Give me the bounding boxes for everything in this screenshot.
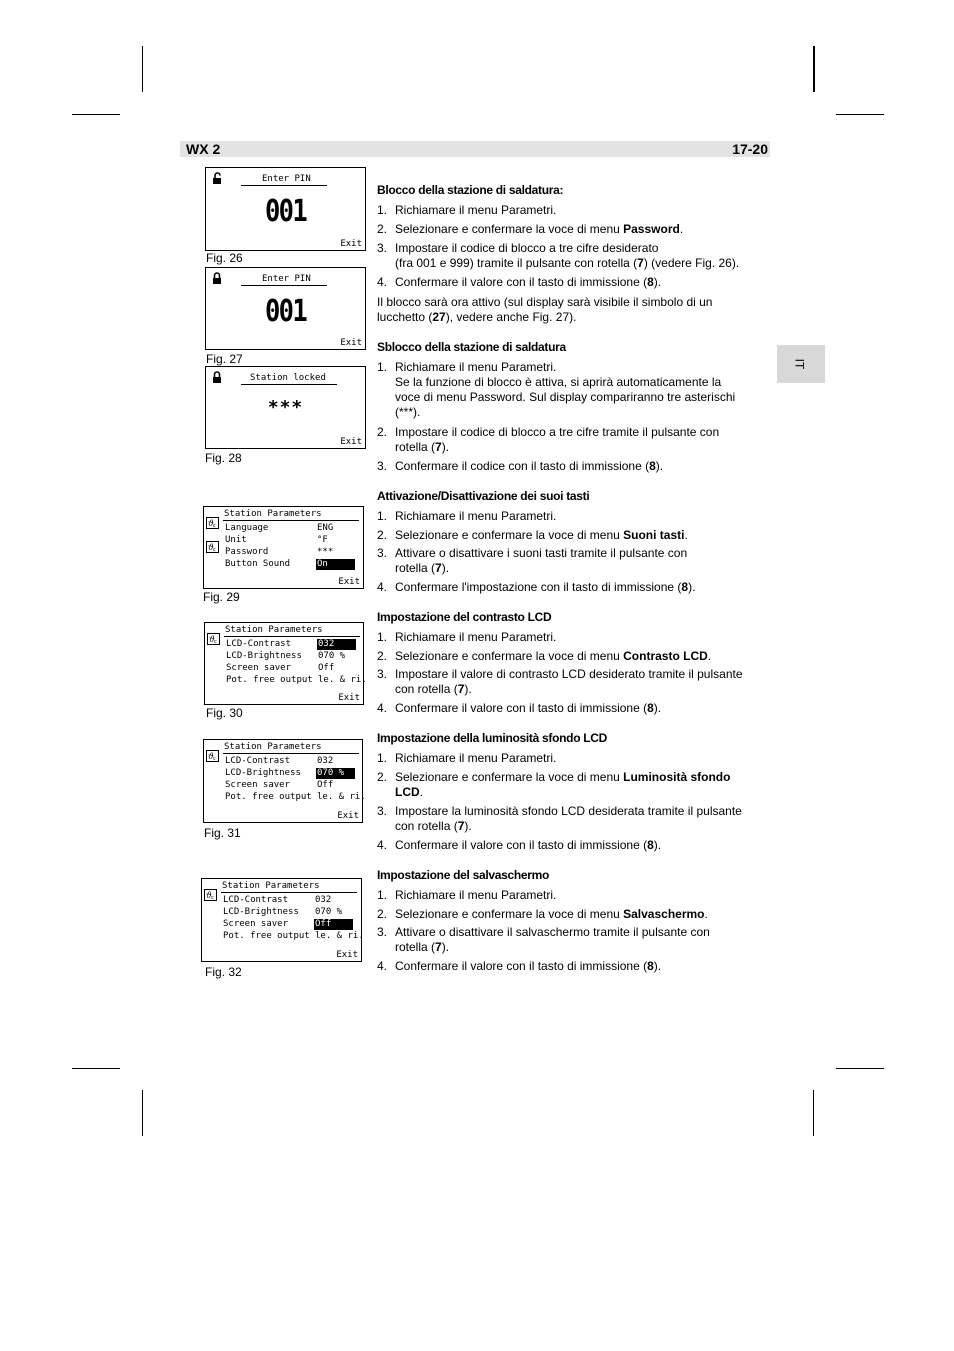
section-heading: Impostazione del contrasto LCD	[377, 610, 552, 624]
list-number: 3.	[377, 546, 388, 560]
key-ref: 8	[649, 459, 656, 473]
param-value-selected: Off	[314, 919, 353, 930]
param-value: le. & ri.	[315, 931, 364, 941]
key-ref: 8	[647, 838, 654, 852]
paragraph-text: Il blocco sarà ora attivo (sul display sarà visibile il simbolo di un	[377, 295, 713, 309]
param-label: Language	[225, 523, 269, 533]
lock-closed-icon	[212, 371, 222, 384]
exit-label: Exit	[340, 437, 362, 447]
param-label: LCD-Contrast	[226, 639, 292, 649]
list-text: Richiamare il menu Parametri.	[395, 509, 557, 523]
lcd-title: Station Parameters	[224, 509, 322, 519]
lock-closed-icon	[212, 272, 222, 285]
list-text: Impostare il valore di contrasto LCD desiderato tramite il pulsante	[395, 667, 743, 681]
lcd-fig32	[201, 878, 362, 962]
list-text: Confermare l'impostazione con il tasto di immissione (	[395, 580, 682, 594]
list-text: Selezionare e confermare la voce di menu	[395, 770, 624, 784]
fig-caption: Fig. 32	[205, 965, 242, 979]
paragraph	[377, 295, 769, 325]
param-label: Password	[225, 547, 269, 557]
menu-item-ref: Password	[623, 222, 680, 236]
list-text: Confermare il valore con il tasto di immissione (	[395, 959, 648, 973]
list-number: 3.	[377, 804, 388, 818]
list-number: 3.	[377, 667, 388, 681]
param-value: le. & ri.	[318, 675, 367, 685]
list-text: Selezionare e confermare la voce di menu	[395, 528, 624, 542]
lcd-title: Station Parameters	[224, 742, 322, 752]
svg-text:ϑ: ϑ	[206, 891, 212, 900]
list-text: Impostare la luminosità sfondo LCD desiderata tramite il pulsante	[395, 804, 742, 818]
menu-item-ref: Luminosità sfondo	[623, 770, 731, 784]
header-page-number: 17-20	[732, 141, 768, 157]
list-number: 4.	[377, 838, 388, 852]
list-number: 4.	[377, 580, 388, 594]
svg-text:c: c	[213, 756, 216, 762]
exit-label: Exit	[338, 693, 360, 703]
menu-item-ref: LCD	[395, 785, 420, 799]
list-number: 1.	[377, 888, 388, 902]
list-number: 4.	[377, 959, 388, 973]
param-label: Unit	[225, 535, 247, 545]
key-ref: 8	[647, 959, 654, 973]
list-text: Richiamare il menu Parametri.	[395, 360, 557, 374]
param-label: Screen saver	[223, 919, 289, 929]
divider	[224, 636, 360, 637]
param-value: Off	[318, 663, 335, 673]
svg-text:c: c	[211, 895, 214, 901]
list-text: Impostare il codice di blocco a tre cifre desiderato	[395, 241, 659, 255]
solder-tip-icon	[204, 889, 217, 901]
key-ref: 7	[435, 940, 442, 954]
list-number: 1.	[377, 630, 388, 644]
param-label: Pot. free output	[223, 931, 310, 941]
list-number: 1.	[377, 751, 388, 765]
crop-mark	[142, 46, 143, 92]
list-text: Selezionare e confermare la voce di menu	[395, 222, 624, 236]
list-text: Confermare il valore con il tasto di immissione (	[395, 838, 648, 852]
solder-tip-icon	[206, 750, 219, 762]
param-label: Pot. free output	[225, 792, 312, 802]
param-label: LCD-Brightness	[226, 651, 302, 661]
menu-item-ref: Salvaschermo	[623, 907, 705, 921]
param-value-selected: 032	[317, 639, 356, 650]
list-text: .	[707, 649, 712, 663]
list-text: Selezionare e confermare la voce di menu	[395, 907, 624, 921]
lock-open-icon	[212, 172, 222, 185]
param-label: Button Sound	[225, 559, 291, 569]
list-text: ).	[655, 459, 664, 473]
param-value-selected: 070 %	[316, 768, 355, 779]
section-heading: Sblocco della stazione di saldatura	[377, 340, 566, 354]
paragraph-text: ), vedere anche Fig. 27).	[445, 310, 577, 324]
lcd-fig31	[203, 739, 366, 823]
pin-masked: ***	[267, 397, 304, 418]
list-text: con rotella (	[395, 682, 458, 696]
list-text: .	[704, 907, 708, 921]
svg-text:ϑ: ϑ	[209, 635, 215, 644]
list-text: ).	[441, 940, 450, 954]
list-text: Confermare il valore con il tasto di immissione (	[395, 701, 648, 715]
list-number: 3.	[377, 241, 388, 255]
crop-mark	[142, 1090, 143, 1136]
divider	[223, 753, 359, 754]
list-text: ).	[464, 682, 472, 696]
svg-text:ϑ: ϑ	[208, 519, 214, 528]
list-text: Impostare il codice di blocco a tre cifre tramite il pulsante con	[395, 425, 720, 439]
list-number: 2.	[377, 907, 388, 921]
lcd-title: Station Parameters	[225, 625, 323, 635]
param-label: LCD-Brightness	[225, 768, 301, 778]
lcd-fig29	[203, 506, 364, 589]
param-value: 032	[317, 756, 334, 766]
svg-text:ϑ: ϑ	[208, 752, 214, 761]
lcd-title: Enter PIN	[262, 274, 311, 284]
list-text: .	[679, 222, 684, 236]
paragraph-text: lucchetto (	[377, 310, 433, 324]
list-number: 3.	[377, 459, 388, 473]
list-text: ).	[653, 838, 662, 852]
key-ref: 7	[457, 819, 465, 833]
crop-mark	[836, 1068, 884, 1069]
divider	[241, 185, 327, 186]
param-value: 032	[315, 895, 332, 905]
solder-tip-icon	[206, 541, 219, 553]
fig-caption: Fig. 28	[205, 451, 242, 465]
lcd-fig30	[204, 622, 367, 705]
list-text: ).	[653, 701, 662, 715]
solder-tip-icon	[207, 633, 220, 645]
param-value: ENG	[317, 523, 334, 533]
list-text: .	[684, 528, 688, 542]
exit-label: Exit	[338, 577, 360, 587]
list-text: rotella (	[395, 440, 436, 454]
svg-text:c: c	[213, 523, 216, 529]
list-text: (fra 001 e 999) tramite il pulsante con rotella (	[395, 256, 638, 270]
exit-label: Exit	[340, 338, 362, 348]
param-label: Screen saver	[226, 663, 292, 673]
section-heading: Impostazione della luminosità sfondo LCD	[377, 731, 608, 745]
param-value: 070 %	[315, 907, 343, 917]
lcd-fig28	[205, 366, 366, 449]
lcd-fig26	[205, 167, 366, 251]
language-tab	[777, 345, 825, 383]
param-value-selected: On	[316, 559, 355, 570]
param-label: Screen saver	[225, 780, 291, 790]
list-text: Confermare il codice con il tasto di immissione (	[395, 459, 650, 473]
list-text: voce di menu Password. Sul display compariranno tre asterischi	[395, 390, 736, 404]
list-text: Richiamare il menu Parametri.	[395, 888, 557, 902]
svg-text:ϑ: ϑ	[208, 543, 214, 552]
list-text: Richiamare il menu Parametri.	[395, 751, 557, 765]
param-value: 070 %	[318, 651, 346, 661]
fig-caption: Fig. 30	[206, 706, 243, 720]
key-ref: 7	[457, 682, 465, 696]
list-number: 2.	[377, 222, 388, 236]
divider	[221, 892, 357, 893]
param-label: LCD-Contrast	[225, 756, 291, 766]
key-ref: 8	[647, 275, 654, 289]
exit-label: Exit	[340, 239, 362, 249]
list-text: ).	[653, 959, 662, 973]
list-text: ).	[441, 561, 450, 575]
exit-label: Exit	[337, 811, 359, 821]
divider	[241, 384, 337, 385]
list-text: Selezionare e confermare la voce di menu	[395, 649, 624, 663]
key-ref: 8	[647, 701, 654, 715]
list-text: Richiamare il menu Parametri.	[395, 630, 557, 644]
solder-tip-icon	[206, 517, 219, 529]
list-number: 2.	[377, 425, 388, 439]
param-label: Pot. free output	[226, 675, 313, 685]
list-text: Confermare il valore con il tasto di immissione (	[395, 275, 648, 289]
list-text: ) (vedere Fig. 26).	[643, 256, 740, 270]
list-number: 2.	[377, 649, 388, 663]
list-text: ).	[464, 819, 472, 833]
list-number: 2.	[377, 770, 388, 784]
crop-mark	[813, 46, 815, 92]
param-label: LCD-Brightness	[223, 907, 299, 917]
fig-caption: Fig. 26	[206, 251, 243, 265]
language-tab-label: IT	[792, 358, 807, 370]
key-ref: 8	[681, 580, 689, 594]
svg-text:c: c	[214, 639, 217, 645]
key-ref: 7	[435, 440, 442, 454]
section-heading: Impostazione del salvaschermo	[377, 868, 550, 882]
list-text: Richiamare il menu Parametri.	[395, 203, 557, 217]
list-text: .	[419, 785, 424, 799]
header-model: WX 2	[186, 141, 221, 157]
pin-value: 001	[265, 194, 306, 229]
exit-label: Exit	[336, 950, 358, 960]
list-number: 1.	[377, 360, 388, 374]
list-number: 3.	[377, 925, 388, 939]
lcd-fig27	[205, 267, 366, 350]
lcd-title: Station Parameters	[222, 881, 320, 891]
list-number: 2.	[377, 528, 388, 542]
pin-value: 001	[265, 294, 306, 329]
crop-mark	[813, 1090, 814, 1136]
param-value: ***	[317, 547, 334, 557]
list-text: (***).	[395, 405, 421, 419]
list-text: con rotella (	[395, 819, 458, 833]
menu-item-ref: Contrasto LCD	[623, 649, 708, 663]
divider	[241, 285, 327, 286]
key-ref: 7	[637, 256, 644, 270]
lcd-title: Enter PIN	[262, 174, 311, 184]
list-text: ).	[441, 440, 450, 454]
menu-item-ref: Suoni tasti	[623, 528, 685, 542]
param-value: le. & ri.	[317, 792, 366, 802]
crop-mark	[836, 114, 884, 115]
list-number: 4.	[377, 275, 388, 289]
crop-mark	[72, 114, 120, 115]
fig-caption: Fig. 29	[203, 590, 240, 604]
lcd-title: Station locked	[250, 373, 326, 383]
key-ref: 7	[435, 561, 442, 575]
param-label: LCD-Contrast	[223, 895, 289, 905]
list-text: Attivare o disattivare i suoni tasti tramite il pulsante con	[395, 546, 688, 560]
list-number: 4.	[377, 701, 388, 715]
section-heading: Attivazione/Disattivazione dei suoi tasti	[377, 489, 590, 503]
list-text: Attivare o disattivare il salvaschermo tramite il pulsante con	[395, 925, 710, 939]
fig-caption: Fig. 31	[204, 826, 241, 840]
list-text: rotella (	[395, 940, 436, 954]
svg-text:c: c	[213, 547, 216, 553]
list-number: 1.	[377, 509, 388, 523]
section-heading: Blocco della stazione di saldatura:	[377, 183, 564, 197]
divider	[223, 520, 359, 521]
list-text: Se la funzione di blocco è attiva, si aprirà automaticamente la	[395, 375, 722, 389]
fig-caption: Fig. 27	[206, 352, 243, 366]
list-text: rotella (	[395, 561, 436, 575]
list-number: 1.	[377, 203, 388, 217]
crop-mark	[72, 1068, 120, 1069]
header-bar	[180, 141, 770, 157]
param-value: °F	[317, 535, 328, 545]
key-ref: 27	[432, 310, 446, 324]
param-value: Off	[317, 780, 334, 790]
list-text: ).	[653, 275, 662, 289]
list-text: ).	[688, 580, 696, 594]
